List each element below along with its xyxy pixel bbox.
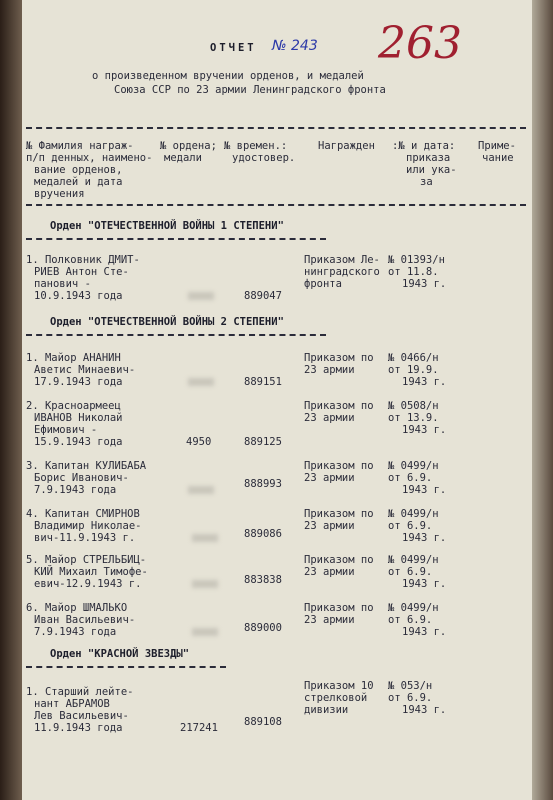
text-line: 23 армии: [304, 614, 355, 626]
text-line: от 6.9.: [388, 520, 433, 532]
text-line: 1943 г.: [402, 626, 447, 638]
text-line: № 0466/н: [388, 352, 439, 364]
text-line: от 19.9.: [388, 364, 439, 376]
text-line: 10.9.1943 года: [34, 290, 123, 302]
redacted-order-no: [192, 628, 218, 636]
text-line: № 0499/н: [388, 602, 439, 614]
text-line: 1943 г.: [402, 376, 447, 388]
report-title: ОТЧЕТ: [210, 42, 257, 54]
text-line: 15.9.1943 года: [34, 436, 123, 448]
text-line: № 0499/н: [388, 460, 439, 472]
text-line: 17.9.1943 года: [34, 376, 123, 388]
section-rule: [26, 238, 326, 240]
text-line: 5. Майор СТРЕЛЬБИЦ-: [26, 554, 147, 566]
text-line: Приказом по: [304, 602, 374, 614]
text-line: п/п денных, наимено-: [26, 152, 153, 164]
section-title-ow1: Орден "ОТЕЧЕСТВЕННОЙ ВОЙНЫ 1 СТЕПЕНИ": [50, 220, 284, 232]
text-line: 4. Капитан СМИРНОВ: [26, 508, 140, 520]
text-line: 7.9.1943 года: [34, 484, 117, 496]
text-line: 23 армии: [304, 412, 355, 424]
text-line: стрелковой: [304, 692, 368, 704]
text-line: или ука-: [406, 164, 457, 176]
text-line: Приказом 10: [304, 680, 374, 692]
text-line: Ефимович -: [34, 424, 98, 436]
text-line: вание орденов,: [34, 164, 123, 176]
text-line: РИЕВ Антон Сте-: [34, 266, 129, 278]
text-line: 23 армии: [304, 364, 355, 376]
redacted-order-no: [188, 486, 214, 494]
text-line: Награжден: [318, 140, 375, 152]
certificate-number: 889151: [244, 376, 282, 388]
text-line: 1943 г.: [402, 578, 447, 590]
text-line: Владимир Николае-: [34, 520, 142, 532]
text-line: Приказом по: [304, 508, 374, 520]
text-line: от 6.9.: [388, 472, 433, 484]
text-line: Иван Васильевич-: [34, 614, 136, 626]
text-line: медалей и дата: [34, 176, 123, 188]
text-line: 23 армии: [304, 520, 355, 532]
text-line: нинградского: [304, 266, 380, 278]
text-line: 11.9.1943 года: [34, 722, 123, 734]
report-subtitle-line1: о произведенном вручении орденов, и медалей: [92, 70, 364, 82]
certificate-number: 888993: [244, 478, 282, 490]
text-line: 2. Красноармеец: [26, 400, 121, 412]
order-number: 4950: [186, 436, 212, 448]
text-line: от 6.9.: [388, 692, 433, 704]
text-line: за: [420, 176, 433, 188]
section-rule: [26, 334, 326, 336]
text-line: Лев Васильевич-: [34, 710, 129, 722]
text-line: от 6.9.: [388, 566, 433, 578]
text-line: № ордена;: [160, 140, 217, 152]
order-number: 217241: [180, 722, 218, 734]
text-line: 1943 г.: [402, 704, 447, 716]
certificate-number: 889108: [244, 716, 282, 728]
document-page: [22, 0, 532, 800]
text-line: Борис Иванович-: [34, 472, 129, 484]
text-line: Приказом по: [304, 554, 374, 566]
text-line: 23 армии: [304, 566, 355, 578]
report-subtitle-line2: Союза ССР по 23 армии Ленинградского фронта: [114, 84, 386, 96]
text-line: Аветис Минаевич-: [34, 364, 136, 376]
text-line: Приказом по: [304, 460, 374, 472]
certificate-number: 889086: [244, 528, 282, 540]
text-line: Приказом Ле-: [304, 254, 380, 266]
text-line: :№ и дата:: [392, 140, 456, 152]
certificate-number: 883838: [244, 574, 282, 586]
text-line: 1. Майор АНАНИН: [26, 352, 121, 364]
section-title-red-star: Орден "КРАСНОЙ ЗВЕЗДЫ": [50, 648, 190, 660]
text-line: панович -: [34, 278, 91, 290]
text-line: Приказом по: [304, 400, 374, 412]
text-line: 1. Старший лейте-: [26, 686, 134, 698]
text-line: ИВАНОВ Николай: [34, 412, 123, 424]
text-line: приказа: [406, 152, 451, 164]
text-line: нант АБРАМОВ: [34, 698, 110, 710]
certificate-number: 889047: [244, 290, 282, 302]
text-line: 3. Капитан КУЛИБАБА: [26, 460, 147, 472]
text-line: № Фамилия награж-: [26, 140, 134, 152]
text-line: вручения: [34, 188, 85, 200]
text-line: № 0499/н: [388, 508, 439, 520]
text-line: КИЙ Михаил Тимофе-: [34, 566, 148, 578]
text-line: 6. Майор ШМАЛЬКО: [26, 602, 128, 614]
text-line: 1. Полковник ДМИТ-: [26, 254, 140, 266]
page-edge-shadow: [530, 0, 553, 800]
text-line: евич-12.9.1943 г.: [34, 578, 142, 590]
header-rule-top: [26, 127, 526, 129]
section-rule: [26, 666, 226, 668]
text-line: чание: [482, 152, 514, 164]
text-line: Приказом по: [304, 352, 374, 364]
text-line: № 0508/н: [388, 400, 439, 412]
text-line: дивизии: [304, 704, 349, 716]
text-line: № 0499/н: [388, 554, 439, 566]
text-line: № времен.:: [224, 140, 288, 152]
text-line: от 13.9.: [388, 412, 439, 424]
text-line: вич-11.9.1943 г.: [34, 532, 136, 544]
redacted-order-no: [188, 292, 214, 300]
text-line: фронта: [304, 278, 342, 290]
text-line: от 6.9.: [388, 614, 433, 626]
certificate-number: 889000: [244, 622, 282, 634]
certificate-number: 889125: [244, 436, 282, 448]
text-line: № 053/н: [388, 680, 433, 692]
redacted-order-no: [192, 534, 218, 542]
text-line: от 11.8.: [388, 266, 439, 278]
text-line: 1943 г.: [402, 424, 447, 436]
text-line: 1943 г.: [402, 278, 447, 290]
report-number: № 243: [272, 38, 318, 54]
text-line: 1943 г.: [402, 484, 447, 496]
text-line: 1943 г.: [402, 532, 447, 544]
text-line: Приме-: [478, 140, 516, 152]
header-rule-bottom: [26, 204, 526, 206]
text-line: 23 армии: [304, 472, 355, 484]
section-title-ow2: Орден "ОТЕЧЕСТВЕННОЙ ВОЙНЫ 2 СТЕПЕНИ": [50, 316, 284, 328]
text-line: № 01393/н: [388, 254, 445, 266]
sheet-number: 263: [378, 18, 462, 69]
text-line: удостовер.: [232, 152, 296, 164]
text-line: медали: [164, 152, 202, 164]
text-line: 7.9.1943 года: [34, 626, 117, 638]
redacted-order-no: [188, 378, 214, 386]
redacted-order-no: [192, 580, 218, 588]
